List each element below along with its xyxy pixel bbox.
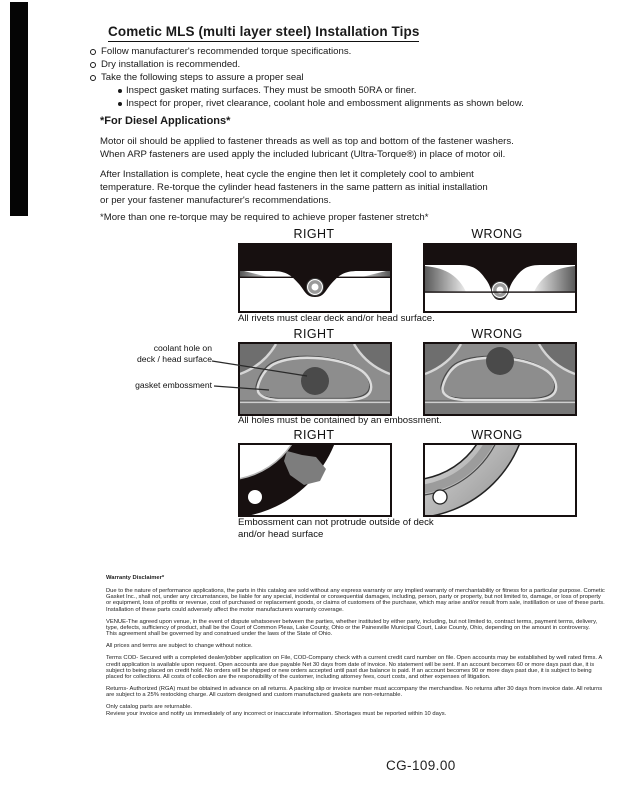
list-item <box>118 97 524 110</box>
annotation-leader-lines <box>205 340 320 400</box>
list-item <box>90 58 524 71</box>
diagram-rivet-right <box>238 243 392 313</box>
caption-line: Embossment can not protrude outside of deck <box>238 517 434 528</box>
tip-text: Follow manufacturer's recommended torque specifications. <box>101 46 352 57</box>
tip-text: Dry installation is recommended. <box>101 59 241 70</box>
right-label: RIGHT <box>293 227 335 241</box>
tips-list <box>90 45 524 110</box>
row2-caption: All holes must be contained by an embossment. <box>238 415 442 426</box>
list-item <box>90 45 524 58</box>
coolant-wrong-illustration <box>425 344 575 414</box>
hollow-bullet-icon <box>90 49 96 55</box>
hollow-bullet-icon <box>90 62 96 68</box>
row1-caption: All rivets must clear deck and/or head surface. <box>238 313 435 324</box>
list-item <box>118 84 524 97</box>
diagram-coolant-wrong <box>423 342 577 416</box>
right-label: RIGHT <box>293 428 335 442</box>
wrong-label: WRONG <box>471 227 523 241</box>
wrong-label: WRONG <box>471 327 523 341</box>
warranty-paragraph: Only catalog parts are returnable. <box>106 704 193 711</box>
row3-caption <box>238 517 434 540</box>
wrong-label: WRONG <box>471 428 523 442</box>
hollow-bullet-icon <box>90 75 96 81</box>
warranty-paragraph: Returns- Authorized (RGA) must be obtained in advance on all returns. A packing slip or invoice number must accompany the merchandise. No returns after 30 days from invoice date. All returns are subject to a 25% restocking charge. All custom designed and custom manufactured gaskets are non-returnable. <box>106 686 603 699</box>
left-margin-bar <box>10 2 28 216</box>
diesel-heading: *For Diesel Applications* <box>100 115 231 127</box>
warranty-paragraph: Terms COD- Secured with a completed dealer/jobber application on File, COD-Company check with a current credit card number on file. Open accounts may be established by well rated firms. A credit application is available upon request. Open accounts are due payable Net 30 days from date of invoice. No statement will be sent. If an account becomes 60 or more days past due, it is subject to being placed on credit hold. No orders will be shipped or new orders accepted until past due balance is paid. If an account becomes 90 or more days past due, it is subject to being placed for collections. All costs of collection are the responsibility of the customer, including attorney fees, court costs, and other expenses of litigation. <box>106 655 602 680</box>
warranty-paragraph: Review your invoice and notify us immediately of any incorrect or inaccurate information. Shortages must be reported within 10 days. <box>106 710 447 717</box>
gasket-embossment-annotation: gasket embossment <box>135 380 212 390</box>
page-title: Cometic MLS (multi layer steel) Installation Tips <box>108 24 419 42</box>
protrusion-right-illustration <box>240 445 390 515</box>
diesel-paragraph-2 <box>100 168 590 207</box>
tip-text: Inspect gasket mating surfaces. They must be smooth 50RA or finer. <box>126 85 417 96</box>
diagram-protrusion-wrong <box>423 443 577 517</box>
retorque-note: *More than one re-torque may be required to achieve proper fastener stretch* <box>100 212 429 223</box>
paragraph-line: or per your fastener manufacturer's recommendations. <box>100 195 332 206</box>
caption-line: and/or head surface <box>238 528 324 540</box>
warranty-paragraph: VENUE-The agreed upon venue, in the event of dispute whatsoever between the parties, whether instituted by either party, including, but not limited to, contract terms, payment terms, delivery, type, defects, sufficiency of product, shall be the Court of Common Pleas, Lake County, Ohio or the Painesville Municipal Court, Lake County, Ohio, depending on the amount in controversy. <box>106 618 598 631</box>
protrusion-wrong-illustration <box>425 445 575 515</box>
document-number: CG-109.00 <box>386 758 456 773</box>
filled-bullet-icon <box>118 89 122 93</box>
filled-bullet-icon <box>118 102 122 106</box>
paragraph-line: Motor oil should be applied to fastener threads as well as top and bottom of the fastener washers. <box>100 136 514 147</box>
rivet-right-illustration <box>240 245 390 311</box>
diagram-protrusion-right <box>238 443 392 517</box>
paragraph-line: temperature. Re-torque the cylinder head fasteners in the same pattern as initial installation <box>100 182 488 193</box>
warranty-section <box>106 575 606 723</box>
warranty-heading: Warranty Disclaimer* <box>106 575 165 581</box>
warranty-paragraph: This agreement shall be governed by and construed under the laws of the State of Ohio. <box>106 631 333 638</box>
warranty-paragraph: All prices and terms are subject to change without notice. <box>106 643 253 650</box>
diesel-paragraph-1 <box>100 135 590 161</box>
annotation-line: deck / head surface <box>136 353 212 364</box>
diagram-rivet-wrong <box>423 243 577 313</box>
coolant-hole-annotation <box>110 343 212 364</box>
paragraph-line: After Installation is complete, heat cycle the engine then let it completely cool to ambient <box>100 169 474 180</box>
paragraph-line: When ARP fasteners are used apply the included lubricant (Ultra-Torque®) in place of motor oil. <box>100 149 506 160</box>
right-label: RIGHT <box>293 327 335 341</box>
tip-text: Inspect for proper, rivet clearance, coolant hole and embossment alignments as shown below. <box>126 98 524 109</box>
list-item <box>90 71 524 84</box>
annotation-line: coolant hole on <box>153 343 212 353</box>
tip-text: Take the following steps to assure a proper seal <box>101 72 304 83</box>
rivet-wrong-illustration <box>425 245 575 311</box>
warranty-paragraph: Due to the nature of performance applications, the parts in this catalog are sold without any express warranty or any implied warranty of merchantability or fitness for a particular purpose. Cometic Gasket Inc., shall not, under any circumstances, be liable for any special, incidental or consequential damages, including, person, party or property, but not limited to, damage, or loss of property or equipment, loss of profits or revenue, cost of purchased or replacement goods, or claims of customers of the purchase, which may arise and/or result from sale, instillation or use of these parts. Installation of these parts could adversely affect the motor manufacturers warranty coverage. <box>106 588 605 613</box>
